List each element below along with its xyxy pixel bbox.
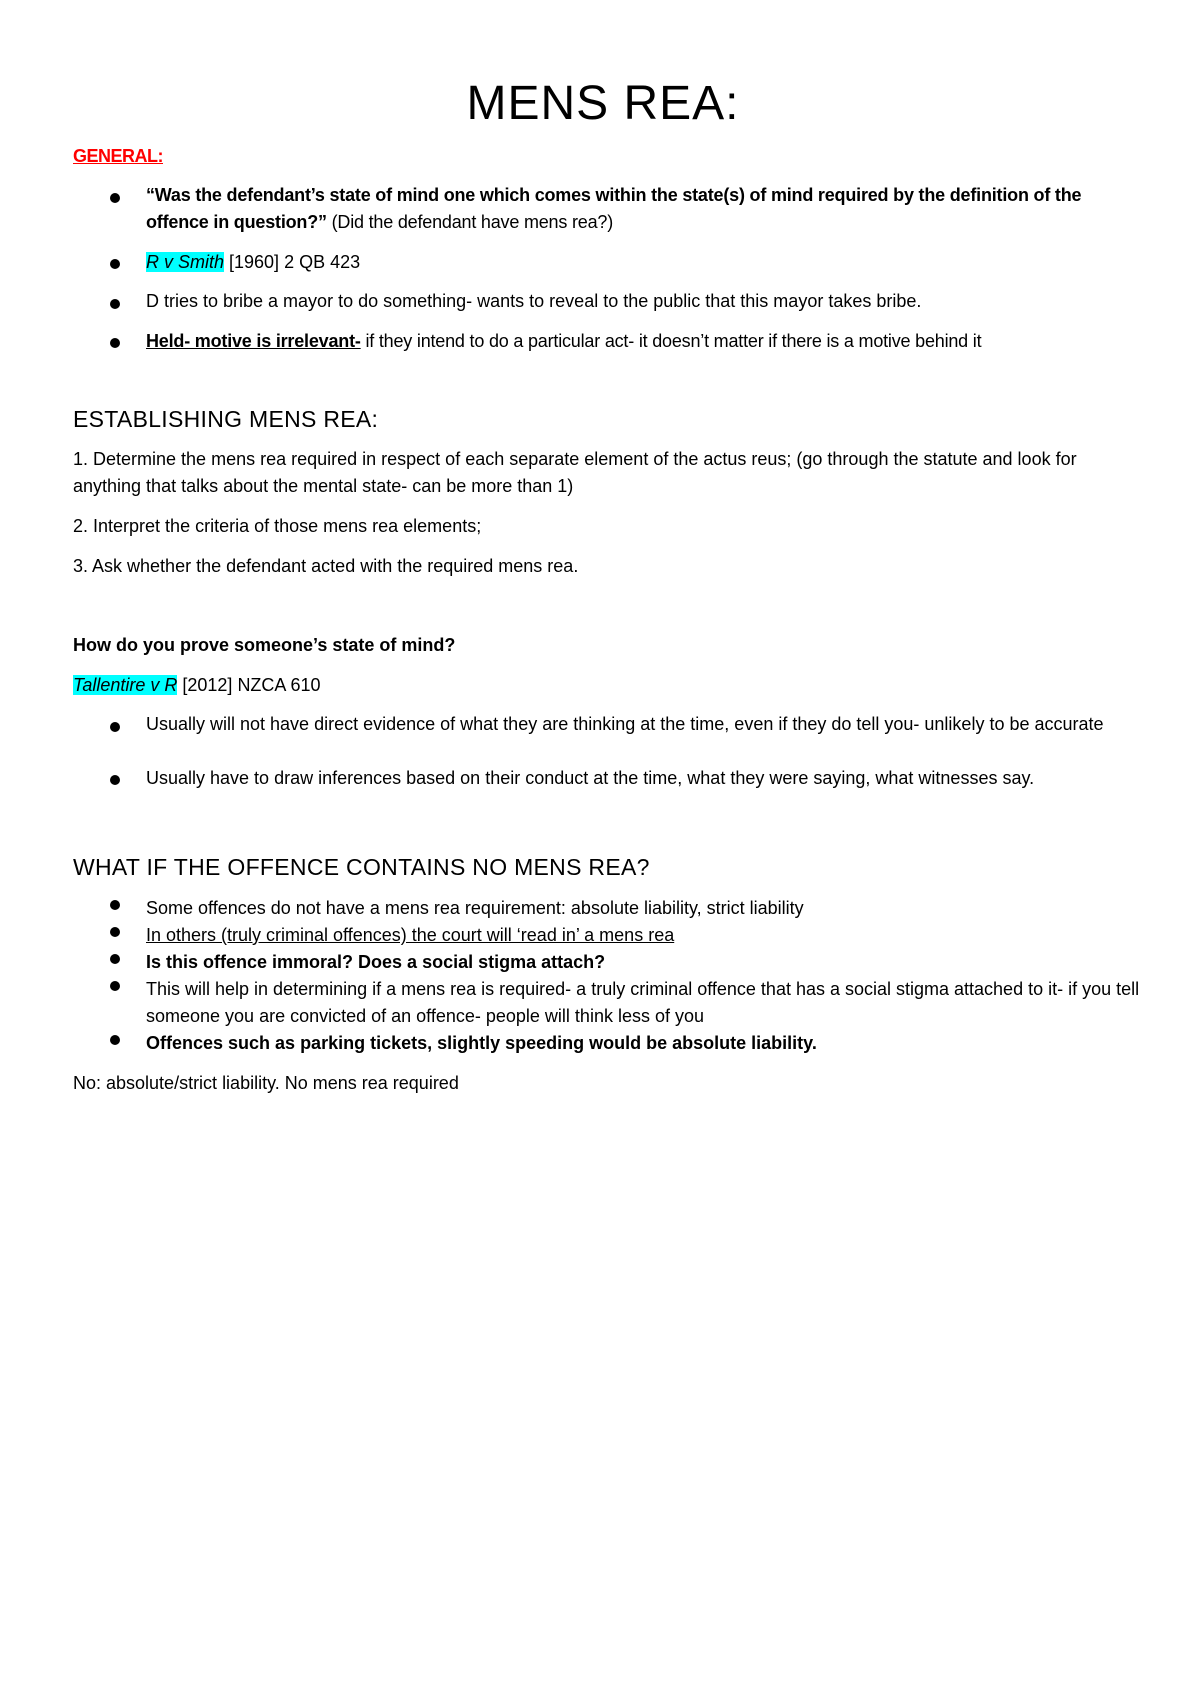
establishing-heading: ESTABLISHING MENS REA: [73,406,379,432]
prove-case [73,672,1133,699]
held-label: Held- motive is irrelevant- [146,331,361,351]
held-text: if they intend to do a particular act- it doesn’t matter if there is a motive behind it [360,331,982,351]
step-number: 2. [73,516,89,536]
definition-quote: “Was the defendant’s state of mind one which comes within the state(s) of mind required by the definition of the offence in question?” [146,185,1082,232]
step-text: Determine the mens rea required in respect of each separate element of the actus reus; (go through the statute and look for anything that talks about the mental state- can be more than 1) [73,449,1077,496]
bullet-icon [110,338,120,348]
case-citation: [2012] NZCA 610 [177,675,321,695]
bullet-icon [110,1035,120,1045]
step-number: 3. [73,556,89,576]
bullet-icon [110,193,120,203]
definition-note: (Did the defendant have mens rea?) [326,212,613,232]
step-2 [73,513,1133,540]
case-facts: D tries to bribe a mayor to do something- wants to reveal to the public that this mayor takes bribe. [146,291,922,311]
bullet-icon [110,927,120,937]
general-heading: GENERAL: [73,146,163,166]
no-mens-rea-heading: WHAT IF THE OFFENCE CONTAINS NO MENS REA? [73,854,650,880]
bullet-icon [110,954,120,964]
step-1 [73,446,1133,500]
prove-question: How do you prove someone’s state of mind? [73,635,456,655]
document-title: MENS REA: [466,77,740,130]
step-text: Ask whether the defendant acted with the required mens rea. [88,556,579,576]
bullet-icon [110,299,120,309]
bullet-icon [110,722,120,732]
step-number: 1. [73,449,89,469]
step-text: Interpret the criteria of those mens rea elements; [88,516,482,536]
bullet-icon [110,900,120,910]
step-3 [73,553,1133,580]
case-name-highlight: R v Smith [146,252,225,272]
bullet-icon [110,775,120,785]
conclusion: No: absolute/strict liability. No mens rea required [73,1073,459,1093]
case-name-highlight: Tallentire v R [73,675,178,695]
bullet-icon [110,981,120,991]
bullet-icon [110,259,120,269]
case-citation: [1960] 2 QB 423 [224,252,361,272]
